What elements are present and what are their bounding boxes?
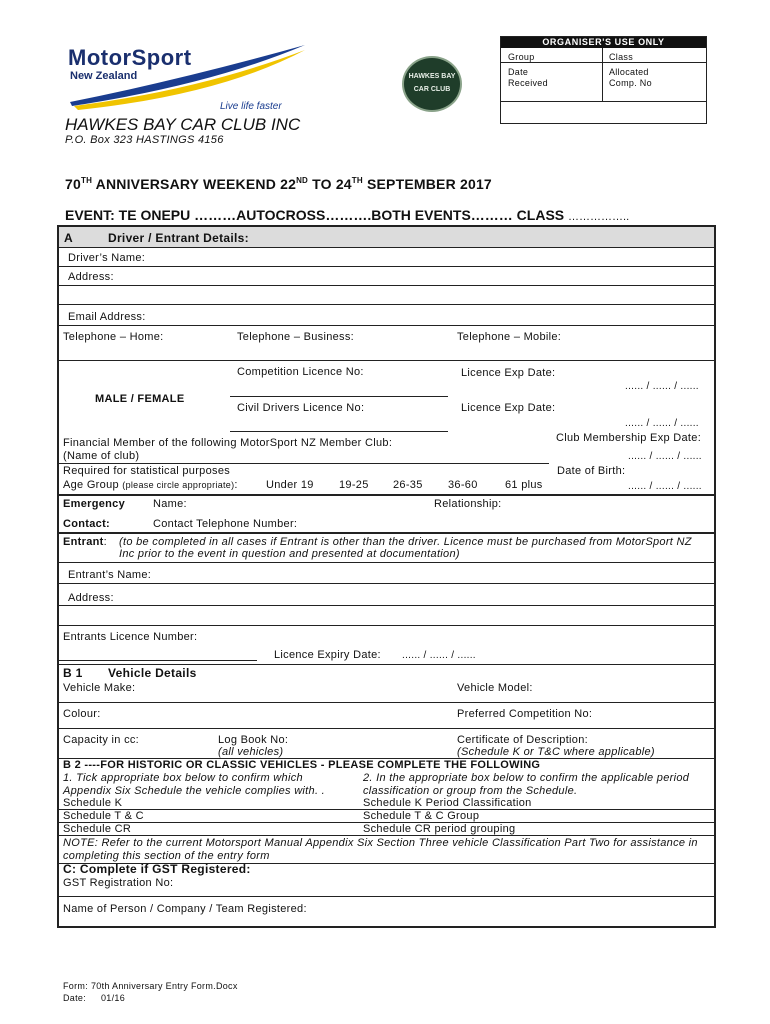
section-b1-title: Vehicle Details: [108, 666, 197, 680]
colour-label[interactable]: Colour:: [63, 708, 101, 720]
licence-exp2-date[interactable]: ...... / ...... / ......: [625, 418, 699, 429]
footer-date-value: 01/16: [101, 993, 126, 1003]
gender-select[interactable]: MALE / FEMALE: [95, 393, 185, 405]
schedule-cr-grouping[interactable]: Schedule CR period grouping: [363, 823, 516, 835]
age-61-plus[interactable]: 61 plus: [505, 479, 543, 491]
logo-sub: New Zealand: [70, 70, 138, 82]
section-b2-title: B 2 ----FOR HISTORIC OR CLASSIC VEHICLES - PLEASE COMPLETE THE FOLLOWING: [63, 759, 541, 771]
entrant-address-label[interactable]: Address:: [68, 592, 114, 604]
badge-line1: HAWKES BAY: [408, 73, 456, 80]
drivers-name-label[interactable]: Driver’s Name:: [68, 252, 146, 264]
entrant-note-2: Inc prior to the event in question and presented at documentation): [119, 548, 460, 560]
vehicle-model-label[interactable]: Vehicle Model:: [457, 682, 533, 694]
entrant-header: Entrant:: [63, 536, 107, 548]
org-date-received-1: Date: [508, 67, 529, 77]
b2-note-2: completing this section of the entry form: [63, 850, 270, 862]
civil-licence-label[interactable]: Civil Drivers Licence No:: [237, 402, 365, 414]
org-class: Class: [609, 52, 634, 62]
comp-licence-label[interactable]: Competition Licence No:: [237, 366, 364, 378]
b2-right-2: classification or group from the Schedule.: [363, 785, 578, 797]
age-under-19[interactable]: Under 19: [266, 479, 314, 491]
contact-label: Contact:: [63, 518, 111, 530]
schedule-tc-group[interactable]: Schedule T & C Group: [363, 810, 480, 822]
name-of-club-label: (Name of club): [63, 450, 140, 462]
schedule-k-option[interactable]: Schedule K: [63, 797, 123, 809]
cert-label[interactable]: Certificate of Description:: [457, 734, 588, 746]
entrant-licence-label[interactable]: Entrants Licence Number:: [63, 631, 198, 643]
footer-date-label: Date:: [63, 993, 87, 1003]
dob-date[interactable]: ...... / ...... / ......: [628, 481, 702, 492]
footer-form-value: 70th Anniversary Entry Form.Docx: [91, 981, 238, 991]
footer-form-label: Form:: [63, 981, 88, 991]
entrant-licence-expiry-label[interactable]: Licence Expiry Date:: [274, 649, 381, 661]
b2-right-1: 2. In the appropriate box below to confirm the applicable period: [363, 772, 690, 784]
schedule-tc-option[interactable]: Schedule T & C: [63, 810, 144, 822]
emergency-name-label[interactable]: Name:: [153, 498, 187, 510]
entrant-note-1: (to be completed in all cases if Entrant is other than the driver. Licence must be purchased from MotorSport NZ: [119, 536, 692, 548]
event-heading: 70TH ANNIVERSARY WEEKEND 22ND TO 24TH SEPTEMBER 2017: [65, 176, 492, 192]
schedule-note: (Schedule K or T&C where applicable): [457, 746, 655, 758]
logo-brand: MotorSport: [68, 45, 192, 70]
club-badge: [402, 56, 462, 112]
section-b1-letter: B 1: [63, 666, 83, 680]
org-allocated-2: Comp. No: [609, 78, 652, 88]
licence-exp2-label[interactable]: Licence Exp Date:: [461, 402, 556, 414]
contact-tel-label[interactable]: Contact Telephone Number:: [153, 518, 298, 530]
club-address: P.O. Box 323 HASTINGS 4156: [65, 134, 224, 146]
logo-tagline: Live life faster: [220, 101, 282, 112]
logbook-label[interactable]: Log Book No:: [218, 734, 289, 746]
section-a-title: Driver / Entrant Details:: [108, 231, 249, 245]
dob-label[interactable]: Date of Birth:: [557, 465, 626, 477]
age-36-60[interactable]: 36-60: [448, 479, 478, 491]
all-vehicles-note: (all vehicles): [218, 746, 284, 758]
entrant-name-label[interactable]: Entrant’s Name:: [68, 569, 152, 581]
organiser-title: ORGANISER'S USE ONLY: [501, 37, 706, 48]
badge-line2: CAR CLUB: [413, 86, 451, 93]
section-c-title: C: Complete if GST Registered:: [63, 862, 251, 876]
b2-left-1: 1. Tick appropriate box below to confirm which: [63, 772, 303, 784]
motorsport-logo: [60, 40, 310, 115]
club-exp-date[interactable]: ...... / ...... / ......: [628, 451, 702, 462]
required-stats-label: Required for statistical purposes: [63, 465, 231, 477]
org-allocated-1: Allocated: [609, 67, 649, 77]
age-group-label: Age Group (please circle appropriate):: [63, 479, 238, 491]
vehicle-make-label[interactable]: Vehicle Make:: [63, 682, 136, 694]
email-label[interactable]: Email Address:: [68, 311, 146, 323]
entrant-licence-expiry-date[interactable]: ...... / ...... / ......: [402, 650, 476, 661]
tel-business-label[interactable]: Telephone – Business:: [237, 331, 354, 343]
licence-exp-label[interactable]: Licence Exp Date:: [461, 367, 556, 379]
event-line: EVENT: TE ONEPU ………AUTOCROSS……….BOTH EVENTS……… CLASS ……………..: [65, 207, 630, 223]
org-date-received-2: Received: [508, 78, 548, 88]
schedule-k-period[interactable]: Schedule K Period Classification: [363, 797, 532, 809]
registered-name-label[interactable]: Name of Person / Company / Team Registered:: [63, 903, 307, 915]
age-19-25[interactable]: 19-25: [339, 479, 369, 491]
pref-comp-label[interactable]: Preferred Competition No:: [457, 708, 593, 720]
tel-mobile-label[interactable]: Telephone – Mobile:: [457, 331, 562, 343]
financial-member-label[interactable]: Financial Member of the following MotorSport NZ Member Club:: [63, 437, 393, 449]
organiser-box: [500, 36, 707, 124]
b2-note-1: NOTE: Refer to the current Motorsport Manual Appendix Six Section Three vehicle Classification Part Two for assistance in: [63, 837, 698, 849]
licence-exp-date[interactable]: ...... / ...... / ......: [625, 381, 699, 392]
address-label[interactable]: Address:: [68, 271, 114, 283]
age-26-35[interactable]: 26-35: [393, 479, 423, 491]
org-group: Group: [508, 52, 535, 62]
tel-home-label[interactable]: Telephone – Home:: [63, 331, 164, 343]
lower-form-box: [57, 533, 716, 928]
b2-left-2: Appendix Six Schedule the vehicle complies with. .: [63, 785, 326, 797]
section-a-letter: A: [64, 231, 73, 245]
relationship-label[interactable]: Relationship:: [434, 498, 502, 510]
club-name: HAWKES BAY CAR CLUB INC: [65, 115, 301, 134]
gst-label[interactable]: GST Registration No:: [63, 877, 174, 889]
schedule-cr-option[interactable]: Schedule CR: [63, 823, 132, 835]
club-exp-label[interactable]: Club Membership Exp Date:: [556, 432, 702, 444]
capacity-label[interactable]: Capacity in cc:: [63, 734, 140, 746]
emergency-label: Emergency: [63, 498, 126, 510]
